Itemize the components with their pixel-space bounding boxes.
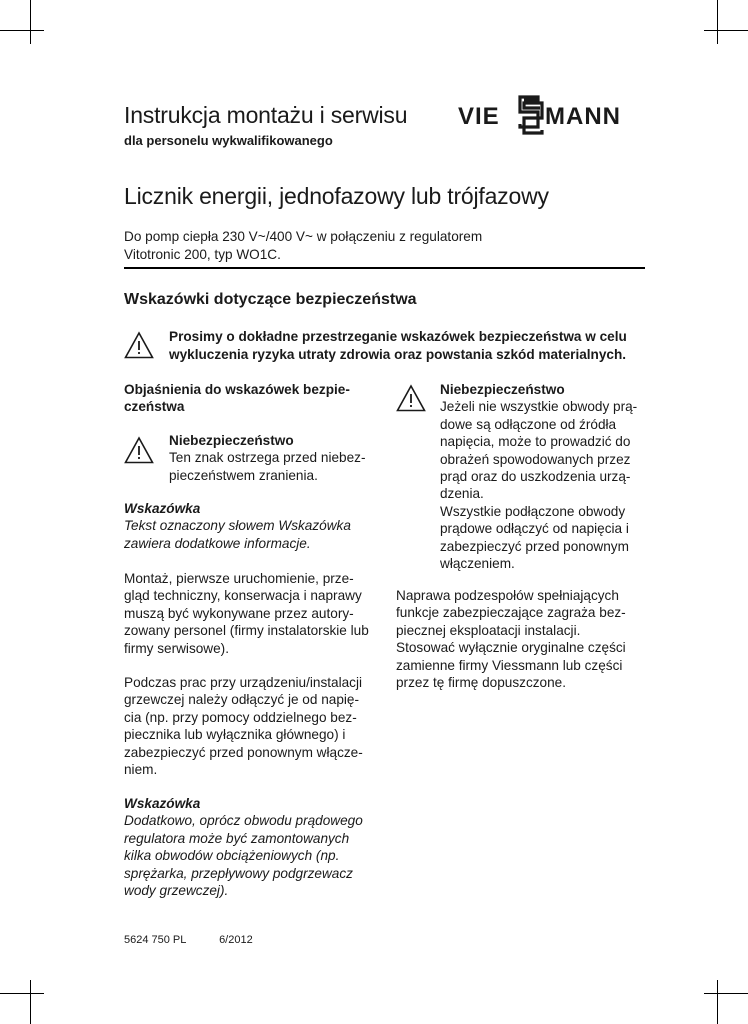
note-title: Wskazówka	[124, 796, 201, 811]
paragraph-line: Podczas prac przy urządzeniu/instalacji	[124, 675, 363, 690]
intro-line: Vitotronic 200, typ WO1C.	[124, 247, 281, 262]
intro-line: Do pomp ciepła 230 V~/400 V~ w połączeniu z regulatorem	[124, 229, 483, 244]
danger-line: dzenia.	[440, 486, 484, 502]
paragraph-line: grzewczej należy odłączyć je od napię-	[124, 692, 359, 708]
note-line: Tekst oznaczony słowem Wskazówka	[124, 518, 351, 534]
qualified-personnel-paragraph	[124, 570, 384, 657]
paragraph-line: muszą być wykonywane przez autory-	[124, 605, 354, 621]
svg-text:MANN: MANN	[545, 103, 621, 130]
lead-line: Prosimy o dokładne przestrzeganie wskazówek bezpieczeństwa w celu	[169, 329, 627, 344]
paragraph-line: Naprawa podzespołów spełniających	[396, 588, 619, 603]
explanation-heading-line: czeństwa	[124, 399, 185, 415]
warning-triangle-icon	[124, 331, 154, 359]
publication-date: 6/2012	[219, 934, 253, 946]
paragraph-line: piecznej eksploatacji instalacji.	[396, 622, 581, 638]
intro-text	[124, 228, 644, 264]
note-block	[124, 795, 384, 899]
note-line: Dodatkowo, oprócz obwodu prądowego	[124, 813, 363, 829]
danger-line: Ten znak ostrzega przed niebez-	[169, 450, 366, 466]
danger-line: zabezpieczyć przed ponownym	[440, 538, 629, 554]
danger-line: Jeżeli nie wszystkie obwody prą-	[440, 399, 638, 415]
paragraph-line: funkcje zabezpieczające zagraża bez-	[396, 605, 626, 621]
safety-heading: Wskazówki dotyczące bezpieczeństwa	[124, 291, 417, 308]
paragraph-line: przez tę firmę dopuszczone.	[396, 675, 567, 691]
paragraph-line: zabezpieczyć przed ponownym włącze-	[124, 744, 363, 760]
product-heading: Licznik energii, jednofazowy lub trójfazowy	[124, 183, 549, 209]
repair-paragraph	[396, 587, 656, 691]
paragraph-line: cia (np. przy pomocy oddzielnego bez-	[124, 709, 357, 725]
paragraph-line: Montaż, pierwsze uruchomienie, prze-	[124, 571, 354, 586]
paragraph-line: niem.	[124, 762, 158, 778]
danger-title: Niebezpieczeństwo	[169, 433, 294, 448]
danger-line: obrażeń spowodowanych przez	[440, 451, 631, 467]
paragraph-line: firmy serwisowe).	[124, 640, 229, 656]
svg-text:VIE: VIE	[458, 103, 500, 130]
paragraph-line: zamienne firmy Viessmann lub części	[396, 657, 623, 673]
paragraph-line: gląd techniczny, konserwacja i naprawy	[124, 588, 362, 604]
note-line: regulatora może być zamontowanych	[124, 830, 350, 846]
document-type-title: Instrukcja montażu i serwisu	[124, 102, 408, 128]
divider	[124, 267, 645, 269]
danger-line: dowe są odłączone od źródła	[440, 416, 617, 432]
danger-line: napięcia, może to prowadzić do	[440, 434, 631, 450]
danger-line: włączeniem.	[440, 556, 515, 572]
viessmann-logo	[458, 94, 646, 138]
document-number: 5624 750 PL	[124, 934, 187, 946]
paragraph-line: piecznika lub wyłącznika głównego) i	[124, 727, 346, 743]
danger-title: Niebezpieczeństwo	[440, 382, 565, 397]
danger-line: prąd oraz do uszkodzenia urzą-	[440, 469, 631, 485]
warning-triangle-icon	[396, 384, 426, 412]
note-block	[124, 500, 384, 552]
disconnect-paragraph	[124, 674, 384, 778]
note-line: sprężarka, przepływowy podgrzewacz	[124, 865, 353, 881]
note-title: Wskazówka	[124, 501, 201, 516]
paragraph-line: Stosować wyłącznie oryginalne części	[396, 640, 626, 656]
footer	[124, 934, 253, 946]
explanation-heading	[124, 381, 374, 416]
note-line: zawiera dodatkowe informacje.	[124, 535, 311, 551]
danger-disconnect-block	[440, 381, 655, 572]
lead-line: wykluczenia ryzyka utraty zdrowia oraz powstania szkód materialnych.	[169, 347, 627, 362]
note-line: kilka obwodów obciążeniowych (np.	[124, 848, 340, 864]
danger-line: Wszystkie podłączone obwody	[440, 503, 626, 519]
paragraph-line: zowany personel (firmy instalatorskie lub	[124, 623, 369, 639]
note-line: wody grzewczej).	[124, 883, 229, 899]
danger-line: pieczeństwem zranienia.	[169, 467, 318, 483]
warning-triangle-icon	[124, 436, 154, 464]
danger-explanation	[169, 432, 384, 484]
danger-line: prądowe odłączyć od napięcia i	[440, 521, 629, 537]
explanation-heading-line: Objaśnienia do wskazówek bezpie-	[124, 382, 350, 397]
safety-lead-text	[169, 328, 649, 364]
audience-subtitle: dla personelu wykwalifikowanego	[124, 133, 333, 148]
